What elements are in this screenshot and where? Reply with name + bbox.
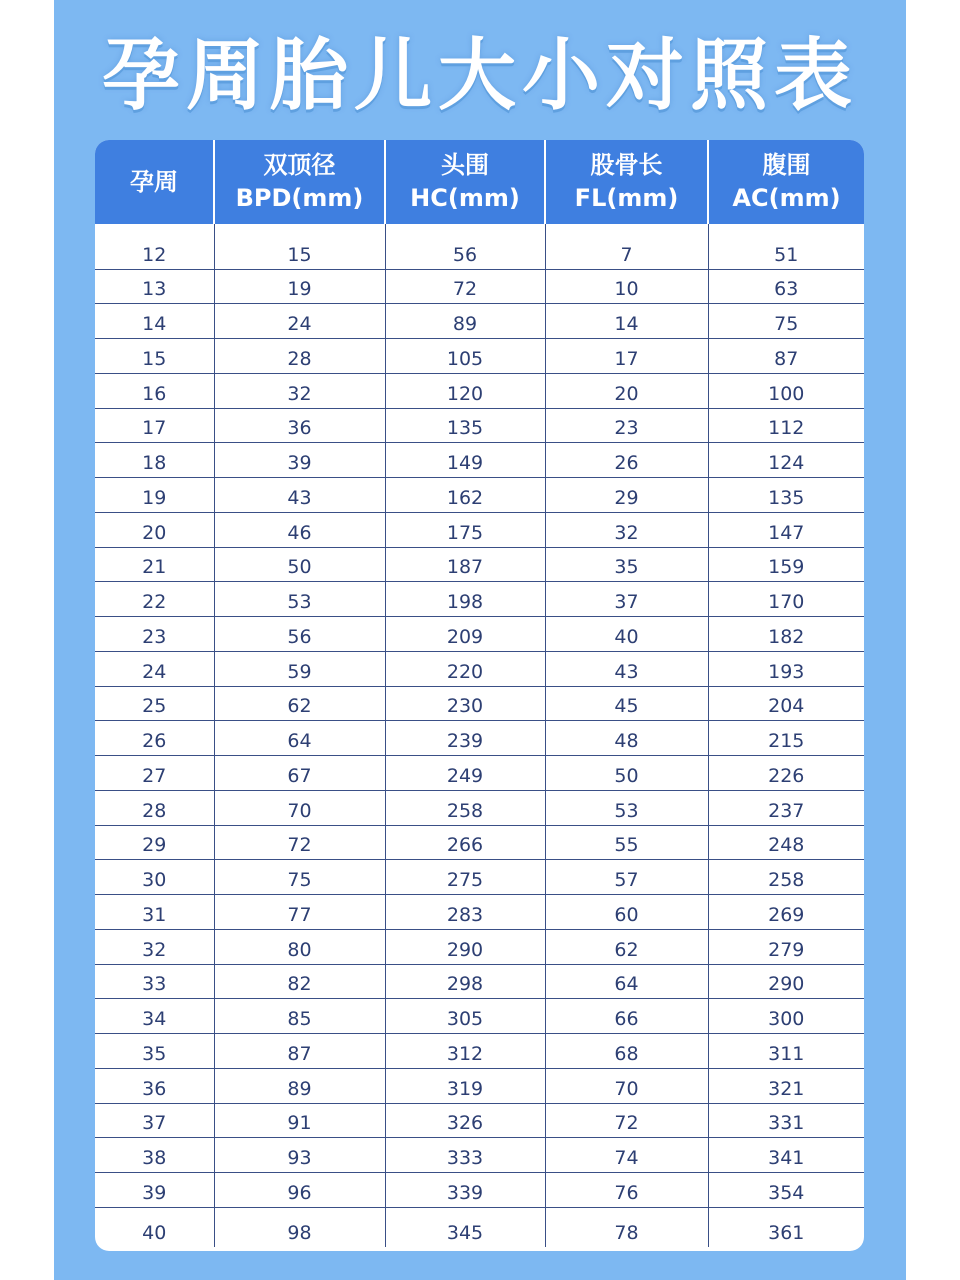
ac-cell: 269: [708, 895, 864, 930]
table-header-row: [95, 140, 864, 224]
week-cell: 27: [95, 756, 214, 791]
week-cell: 28: [95, 790, 214, 825]
ac-cell: 311: [708, 1034, 864, 1069]
fl-cell: 55: [545, 825, 708, 860]
ac-cell: 124: [708, 443, 864, 478]
table-row: [95, 651, 864, 686]
fl-cell: 74: [545, 1138, 708, 1173]
bpd-cell: 85: [214, 999, 385, 1034]
bpd-cell: 87: [214, 1034, 385, 1069]
ac-cell: 75: [708, 304, 864, 339]
fl-cell: 29: [545, 478, 708, 513]
bpd-cell: 93: [214, 1138, 385, 1173]
ac-cell: 51: [708, 224, 864, 269]
week-cell: 25: [95, 686, 214, 721]
bpd-cell: 67: [214, 756, 385, 791]
ac-cell: 226: [708, 756, 864, 791]
ac-cell: 182: [708, 617, 864, 652]
bpd-cell: 53: [214, 582, 385, 617]
hc-cell: 209: [385, 617, 545, 652]
hc-cell: 283: [385, 895, 545, 930]
hc-cell: 135: [385, 408, 545, 443]
size-reference-table-card: [95, 140, 864, 1251]
week-cell: 34: [95, 999, 214, 1034]
hc-cell: 258: [385, 790, 545, 825]
table-row: [95, 756, 864, 791]
ac-cell: 258: [708, 860, 864, 895]
ac-cell: 193: [708, 651, 864, 686]
table-row: [95, 617, 864, 652]
week-cell: 36: [95, 1068, 214, 1103]
table-row: [95, 547, 864, 582]
bpd-cell: 89: [214, 1068, 385, 1103]
fl-cell: 53: [545, 790, 708, 825]
ac-cell: 215: [708, 721, 864, 756]
page-title: 孕周胎儿大小对照表: [101, 31, 858, 121]
fl-cell: 40: [545, 617, 708, 652]
hc-cell: 220: [385, 651, 545, 686]
table-row: [95, 373, 864, 408]
table-row: [95, 825, 864, 860]
table-row: [95, 224, 864, 269]
table-row: [95, 721, 864, 756]
fl-cell: 23: [545, 408, 708, 443]
fl-cell: 20: [545, 373, 708, 408]
ac-cell: 135: [708, 478, 864, 513]
hc-cell: 333: [385, 1138, 545, 1173]
table-row: [95, 999, 864, 1034]
bpd-cell: 98: [214, 1207, 385, 1247]
table-row: [95, 478, 864, 513]
hc-cell: 198: [385, 582, 545, 617]
hc-cell: 326: [385, 1103, 545, 1138]
bpd-cell: 56: [214, 617, 385, 652]
table-row: [95, 1103, 864, 1138]
table-row: [95, 929, 864, 964]
bpd-cell: 77: [214, 895, 385, 930]
header-ac: 腹围 AC(mm): [708, 140, 864, 224]
fl-cell: 60: [545, 895, 708, 930]
week-cell: 39: [95, 1173, 214, 1208]
header-fl: 股骨长 FL(mm): [545, 140, 708, 224]
table-row: [95, 1138, 864, 1173]
fl-cell: 48: [545, 721, 708, 756]
hc-cell: 249: [385, 756, 545, 791]
week-cell: 23: [95, 617, 214, 652]
bpd-cell: 59: [214, 651, 385, 686]
table-row: [95, 582, 864, 617]
hc-cell: 89: [385, 304, 545, 339]
header-hc: 头围 HC(mm): [385, 140, 545, 224]
hc-cell: 187: [385, 547, 545, 582]
hc-cell: 345: [385, 1207, 545, 1247]
fl-cell: 37: [545, 582, 708, 617]
week-cell: 15: [95, 339, 214, 374]
bpd-cell: 36: [214, 408, 385, 443]
bpd-cell: 46: [214, 512, 385, 547]
bpd-cell: 80: [214, 929, 385, 964]
week-cell: 33: [95, 964, 214, 999]
fl-cell: 72: [545, 1103, 708, 1138]
week-cell: 22: [95, 582, 214, 617]
hc-cell: 56: [385, 224, 545, 269]
bpd-cell: 15: [214, 224, 385, 269]
fl-cell: 32: [545, 512, 708, 547]
bpd-cell: 28: [214, 339, 385, 374]
hc-cell: 298: [385, 964, 545, 999]
table-row: [95, 686, 864, 721]
ac-cell: 331: [708, 1103, 864, 1138]
table-row: [95, 790, 864, 825]
fl-cell: 43: [545, 651, 708, 686]
ac-cell: 63: [708, 269, 864, 304]
ac-cell: 321: [708, 1068, 864, 1103]
ac-cell: 290: [708, 964, 864, 999]
week-cell: 26: [95, 721, 214, 756]
table-row: [95, 964, 864, 999]
table-row: [95, 860, 864, 895]
fl-cell: 45: [545, 686, 708, 721]
fl-cell: 57: [545, 860, 708, 895]
fetal-size-table: [95, 140, 864, 1247]
hc-cell: 319: [385, 1068, 545, 1103]
bpd-cell: 50: [214, 547, 385, 582]
week-cell: 29: [95, 825, 214, 860]
ac-cell: 87: [708, 339, 864, 374]
week-cell: 21: [95, 547, 214, 582]
fl-cell: 78: [545, 1207, 708, 1247]
week-cell: 14: [95, 304, 214, 339]
table-row: [95, 512, 864, 547]
hc-cell: 120: [385, 373, 545, 408]
ac-cell: 361: [768, 1222, 805, 1245]
fl-cell: 64: [545, 964, 708, 999]
week-cell: 16: [95, 373, 214, 408]
week-cell: 18: [95, 443, 214, 478]
fl-cell: 62: [545, 929, 708, 964]
bpd-cell: 91: [214, 1103, 385, 1138]
fl-cell: 10: [545, 269, 708, 304]
fl-cell: 66: [545, 999, 708, 1034]
bpd-cell: 39: [214, 443, 385, 478]
table-row: [95, 269, 864, 304]
ac-cell: 237: [708, 790, 864, 825]
bpd-cell: 96: [214, 1173, 385, 1208]
bpd-cell: 82: [214, 964, 385, 999]
hc-cell: 275: [385, 860, 545, 895]
week-cell: 24: [95, 651, 214, 686]
table-row: [95, 443, 864, 478]
fl-cell: 14: [545, 304, 708, 339]
bpd-cell: 19: [214, 269, 385, 304]
bpd-cell: 72: [214, 825, 385, 860]
ac-cell: 279: [708, 929, 864, 964]
hc-cell: 72: [385, 269, 545, 304]
week-cell: 35: [95, 1034, 214, 1069]
hc-cell: 230: [385, 686, 545, 721]
fl-cell: 26: [545, 443, 708, 478]
bpd-cell: 43: [214, 478, 385, 513]
hc-cell: 290: [385, 929, 545, 964]
hc-cell: 239: [385, 721, 545, 756]
ac-cell: 159: [708, 547, 864, 582]
week-cell: 32: [95, 929, 214, 964]
hc-cell: 105: [385, 339, 545, 374]
bpd-cell: 75: [214, 860, 385, 895]
hc-cell: 175: [385, 512, 545, 547]
bpd-cell: 64: [214, 721, 385, 756]
week-cell: 30: [95, 860, 214, 895]
hc-cell: 305: [385, 999, 545, 1034]
bpd-cell: 70: [214, 790, 385, 825]
header-gestational-week: 孕周: [95, 140, 214, 224]
week-cell: 37: [95, 1103, 214, 1138]
fl-cell: 70: [545, 1068, 708, 1103]
fl-cell: 7: [545, 224, 708, 269]
header-bpd: 双顶径 BPD(mm): [214, 140, 385, 224]
week-cell: 13: [95, 269, 214, 304]
week-cell: 20: [95, 512, 214, 547]
fl-cell: 76: [545, 1173, 708, 1208]
ac-cell: 300: [708, 999, 864, 1034]
bpd-cell: 24: [214, 304, 385, 339]
hc-cell: 266: [385, 825, 545, 860]
table-row: [95, 408, 864, 443]
table-row: [95, 1173, 864, 1208]
bpd-cell: 62: [214, 686, 385, 721]
ac-cell: 170: [708, 582, 864, 617]
ac-cell: 100: [708, 373, 864, 408]
fl-cell: 35: [545, 547, 708, 582]
week-cell: 31: [95, 895, 214, 930]
week-cell: 12: [95, 224, 214, 269]
week-cell: 17: [95, 408, 214, 443]
hc-cell: 312: [385, 1034, 545, 1069]
ac-cell: 341: [708, 1138, 864, 1173]
week-cell: 38: [95, 1138, 214, 1173]
week-cell: 40: [95, 1207, 214, 1247]
hc-cell: 149: [385, 443, 545, 478]
ac-cell: 354: [708, 1173, 864, 1208]
hc-cell: 339: [385, 1173, 545, 1208]
fl-cell: 17: [545, 339, 708, 374]
ac-cell: 147: [708, 512, 864, 547]
table-body: [95, 224, 864, 1247]
ac-cell: 204: [708, 686, 864, 721]
bpd-cell: 32: [214, 373, 385, 408]
hc-cell: 162: [385, 478, 545, 513]
table-row: [95, 895, 864, 930]
ac-cell: 112: [708, 408, 864, 443]
table-row: [95, 1207, 864, 1247]
week-cell: 19: [95, 478, 214, 513]
table-row: [95, 304, 864, 339]
table-row: [95, 1068, 864, 1103]
ac-cell: 248: [708, 825, 864, 860]
fl-cell: 50: [545, 756, 708, 791]
table-row: [95, 339, 864, 374]
fl-cell: 68: [545, 1034, 708, 1069]
table-row: [95, 1034, 864, 1069]
